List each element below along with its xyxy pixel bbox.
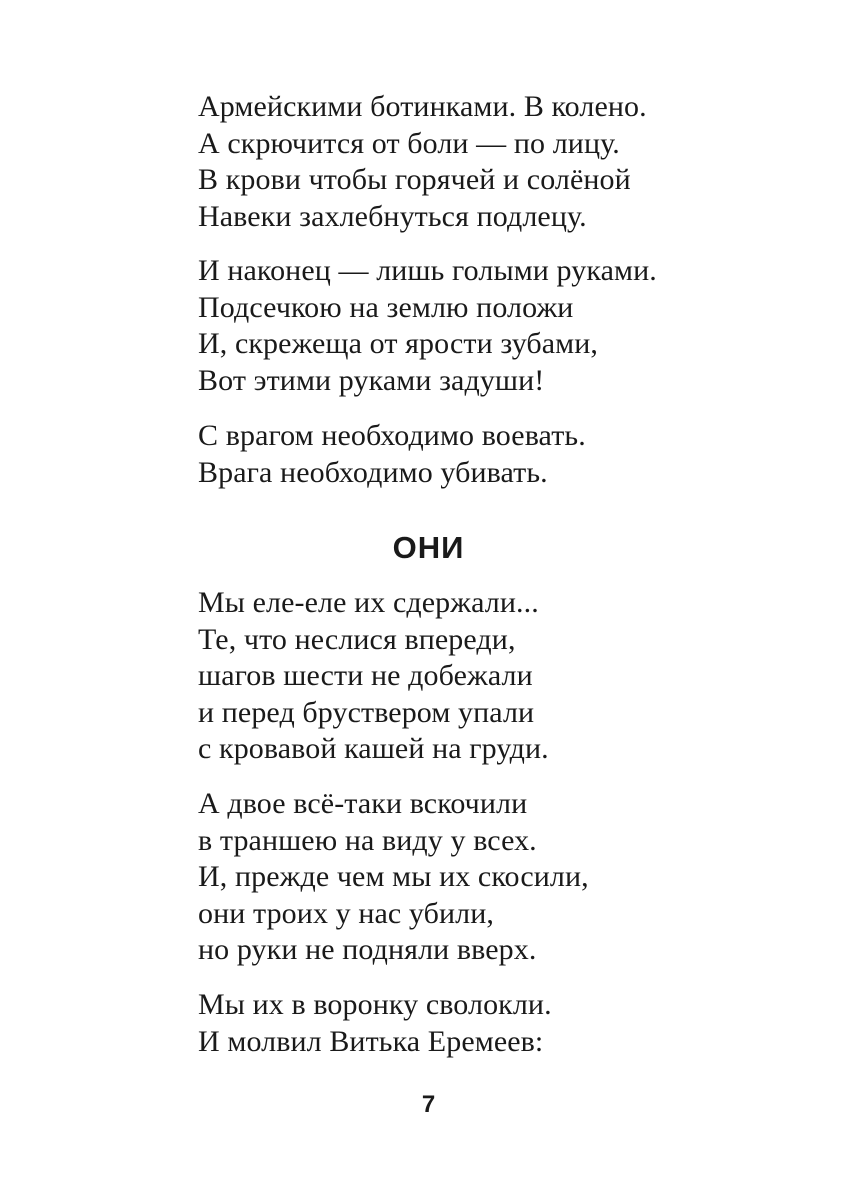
poem-title: ОНИ — [392, 530, 465, 565]
verse-line: но руки не подняли вверх. — [198, 933, 537, 966]
verse-line: Подсечкою на землю положи — [198, 290, 574, 324]
verse-line: с кровавой кашей на груди. — [198, 732, 549, 765]
verse-line: шагов шести не добежали — [198, 659, 533, 692]
stanza — [198, 585, 818, 768]
verse-line: Мы их в воронку сволокли. — [198, 988, 552, 1021]
verse-line: В крови чтобы горячей и солёной — [198, 163, 631, 196]
stanza — [198, 253, 818, 399]
stanza — [198, 418, 818, 491]
page-number: 7 — [421, 1091, 436, 1118]
verse-line: Армейскими ботинками. В колено. — [198, 90, 647, 123]
stanza — [198, 786, 818, 969]
verse-line: И молвил Витька Еремеев: — [198, 1024, 544, 1058]
verse-line: и перед бруствером упали — [198, 695, 535, 729]
verse-line: они троих у нас убили, — [198, 896, 494, 930]
verse-line: И, прежде чем мы их скосили, — [198, 860, 589, 893]
verse-line: Врага необходимо убивать. — [198, 455, 548, 489]
verse-line: А скрючится от боли — по лицу. — [198, 126, 620, 160]
stanza — [198, 987, 818, 1060]
verse-line: Вот этими руками задуши! — [198, 363, 545, 397]
verse-line: Навеки захлебнуться подлецу. — [198, 199, 587, 233]
verse-line: А двое всё-таки вскочили — [198, 787, 528, 820]
verse-line: Мы еле-еле их сдержали... — [198, 586, 539, 619]
verse-line: Те, что неслися впереди, — [198, 622, 516, 656]
verse-line: С врагом необходимо воевать. — [198, 419, 586, 452]
verse-line: в траншею на виду у всех. — [198, 823, 537, 857]
verse-line: И наконец — лишь голыми руками. — [198, 254, 657, 287]
verse-line: И, скрежеща от ярости зубами, — [198, 327, 599, 360]
stanza — [198, 89, 818, 235]
